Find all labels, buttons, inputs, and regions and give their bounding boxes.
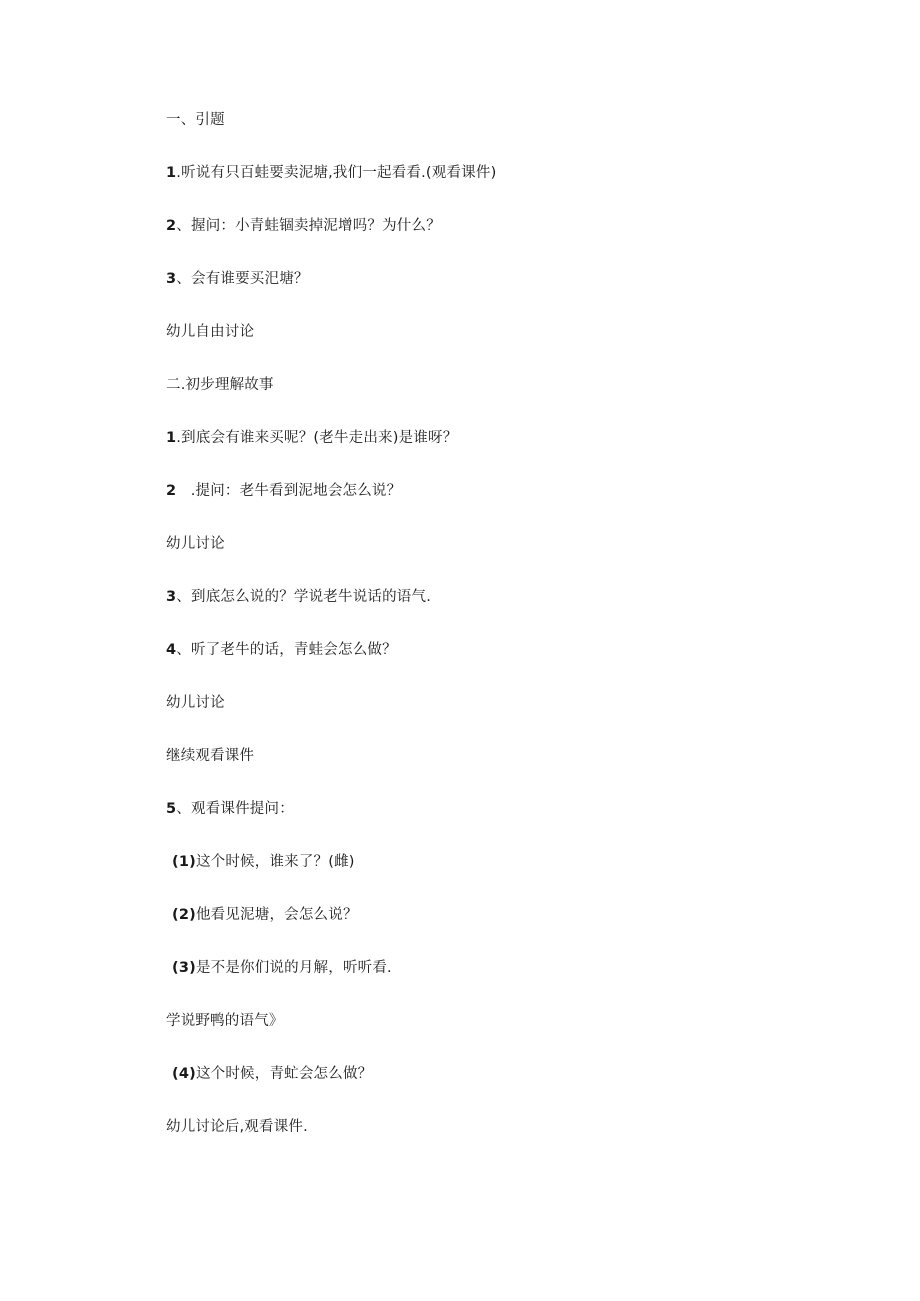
text-line <box>166 587 431 607</box>
item-number: 3 <box>166 589 177 605</box>
line-text: .提问：老牛看到泥地会怎么说？ <box>176 483 402 499</box>
text-line <box>166 428 457 448</box>
line-text: 学说野鸭的语气》 <box>166 1013 284 1029</box>
text-line <box>166 1117 308 1137</box>
item-number: 3 <box>166 271 177 287</box>
item-number: 1 <box>166 165 177 181</box>
line-text: 是不是你们说的月解，听听看. <box>195 960 392 976</box>
line-text: 、会有谁要买汜塘？ <box>176 271 309 287</box>
text-line <box>166 322 254 342</box>
line-text: 、到底怎么说的？学说老牛说话的语气. <box>176 589 432 605</box>
line-text: 幼儿讨论 <box>166 536 225 552</box>
line-text: .听说有只百蛙要卖泥塘,我们一起看看.(观看课件) <box>176 165 497 181</box>
text-line <box>166 481 401 501</box>
text-line <box>166 534 225 554</box>
item-number: 4 <box>166 642 177 658</box>
line-text: 他看见泥塘，会怎么说？ <box>195 907 358 923</box>
text-line <box>166 693 225 713</box>
text-line <box>166 216 441 236</box>
section-heading <box>166 375 274 395</box>
line-text: 一、引题 <box>166 112 225 128</box>
item-number: (3) <box>172 960 196 976</box>
line-text: 这个时候，谁来了？(雌) <box>195 854 355 870</box>
text-line <box>172 852 355 872</box>
line-text: 幼儿自由讨论 <box>166 324 255 340</box>
line-text: 二.初步理解故事 <box>166 377 274 393</box>
line-text: 继续观看课件 <box>166 748 255 764</box>
item-number: 1 <box>166 430 177 446</box>
text-line <box>166 163 496 183</box>
item-number: (4) <box>172 1066 196 1082</box>
text-line <box>172 905 358 925</box>
text-line <box>166 799 294 819</box>
text-line <box>166 269 309 289</box>
item-number: 2 <box>166 483 177 499</box>
text-line <box>172 958 392 978</box>
line-text: 、观看课件提问： <box>176 801 294 817</box>
text-line <box>166 640 397 660</box>
section-heading <box>166 110 225 130</box>
line-text: 、听了老牛的话，青蛙会怎么做？ <box>176 642 397 658</box>
text-line <box>166 746 254 766</box>
line-text: .到底会有谁来买呢？(老牛走出来)是谁呀？ <box>176 430 458 446</box>
item-number: 5 <box>166 801 177 817</box>
line-text: 幼儿讨论后,观看课件. <box>166 1119 308 1135</box>
text-line <box>166 1011 284 1031</box>
item-number: (2) <box>172 907 196 923</box>
item-number: 2 <box>166 218 177 234</box>
line-text: 幼儿讨论 <box>166 695 225 711</box>
text-line <box>172 1064 372 1084</box>
item-number: (1) <box>172 854 196 870</box>
line-text: 、握问：小青蛙锢卖掉泥增吗？为什么？ <box>176 218 441 234</box>
line-text: 这个时候，青虻会怎么做？ <box>195 1066 373 1082</box>
